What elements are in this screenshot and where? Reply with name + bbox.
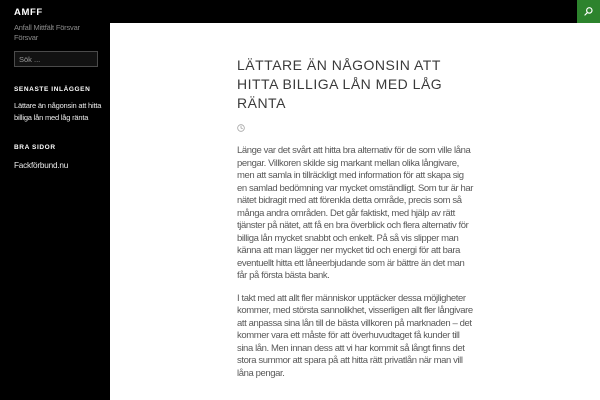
good-site-link[interactable]: Fackförbund.nu	[14, 161, 69, 170]
post-title: LÄTTARE ÄN NÅGONSIN ATT HITTA BILLIGA LÅN MED LÅG RÄNTA	[237, 57, 443, 111]
search-icon	[582, 5, 595, 18]
site-title[interactable]: AMFF	[14, 7, 43, 18]
site-description: Anfall Mittfält Försvar Försvar	[14, 23, 80, 42]
clock-icon	[237, 119, 245, 136]
widget-recent-posts	[14, 86, 102, 124]
main-content	[237, 56, 475, 380]
post-meta	[237, 119, 475, 128]
recent-post-link[interactable]: Lättare än någonsin att hitta billiga lån med låg ränta	[14, 101, 102, 122]
post-paragraph: Länge var det svårt att hitta bra alternativ för de som ville låna pengar. Villkoren skilde sig markant mellan olika långivare, men att samla in tillräckligt med information för att skapa sig en samlad bedömning var mycket omständligt. Som tur är har nätet bidragit med att förenkla detta område, precis som så många andra områden. Det går faktiskt, med hjälp av rätt tjänster på nätet, att få en bra överblick och flera alternativ för billiga lån mycket snabbt och enkelt. På så vis slipper man känna att man lägger ner mycket tid och energi för att bara eventuellt hitta ett låneerbjudande som är bättre än det man får på första bästa bank.	[237, 145, 474, 281]
sidebar	[0, 0, 110, 400]
widget-good-sites	[14, 144, 102, 172]
widget-title-recent-posts: SENASTE INLÄGGEN	[14, 86, 91, 93]
post-paragraph: I takt med att allt fler människor upptäcker dessa möjligheter kommer, med största sannolikhet, visserligen allt fler långivare att anpassa sina lån till de bästa villkoren på marknaden – det kommer vara ett måste för att överhuvudtaget få kunder till sina lån. Men innan dess att vi har kommit så långt finns det stora summor att spara på att hitta rätt privatlån när man vill låna pengar.	[237, 292, 473, 379]
post-body	[237, 145, 475, 380]
post-date-link[interactable]	[237, 124, 245, 132]
post-article	[237, 56, 475, 380]
search-toggle-button[interactable]	[577, 0, 600, 23]
widget-title-good-sites: BRA SIDOR	[14, 144, 56, 151]
search-input[interactable]	[14, 51, 98, 67]
